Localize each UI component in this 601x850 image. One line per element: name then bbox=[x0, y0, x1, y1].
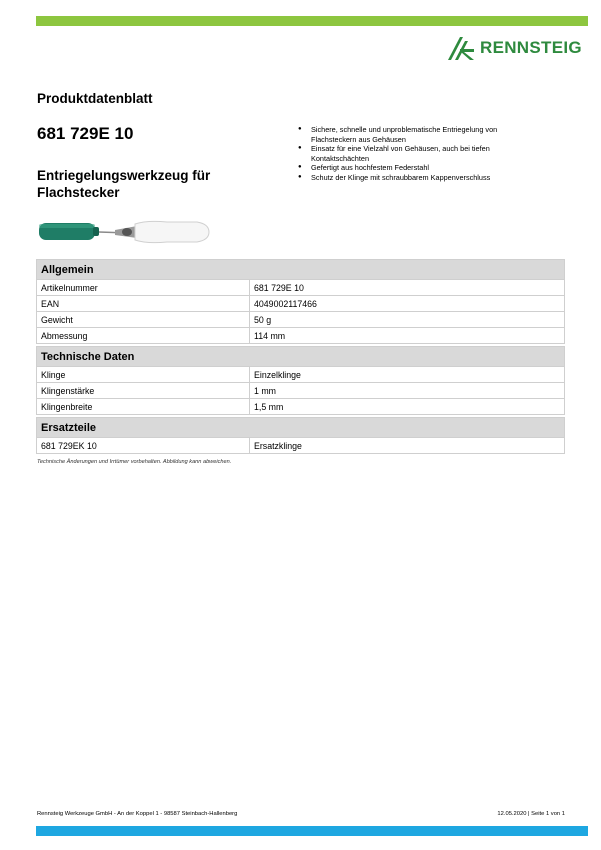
spec-label: 681 729EK 10 bbox=[37, 438, 250, 454]
brand-name: RENNSTEIG bbox=[480, 38, 582, 57]
section-title: Technische Daten bbox=[37, 347, 565, 367]
spec-value: 114 mm bbox=[250, 328, 565, 344]
feature-item: ● Gefertigt aus hochfestem Federstahl bbox=[288, 163, 538, 173]
spec-label: Klingenbreite bbox=[37, 399, 250, 415]
feature-item: ● Einsatz für eine Vielzahl von Gehäusen, auch bei tiefen Kontaktschächten bbox=[288, 144, 538, 163]
product-image bbox=[37, 216, 212, 246]
section-title: Allgemein bbox=[37, 260, 565, 280]
spec-value: Ersatzklinge bbox=[250, 438, 565, 454]
product-name: Entriegelungswerkzeug für Flachstecker bbox=[37, 168, 211, 200]
table-row bbox=[37, 296, 565, 312]
spec-value: 681 729E 10 bbox=[250, 280, 565, 296]
feature-item: ● Schutz der Klinge mit schraubbarem Kappenverschluss bbox=[288, 173, 538, 183]
disclaimer: Technische Änderungen und Irrtümer vorbehalten. Abbildung kann abweichen. bbox=[37, 459, 232, 465]
spec-label: Artikelnummer bbox=[37, 280, 250, 296]
article-number-heading: 681 729E 10 bbox=[37, 124, 134, 143]
spec-value: 1,5 mm bbox=[250, 399, 565, 415]
spec-table-ersatzteile bbox=[36, 417, 565, 454]
spec-label: EAN bbox=[37, 296, 250, 312]
spec-label: Gewicht bbox=[37, 312, 250, 328]
rennsteig-logo-icon bbox=[446, 35, 476, 61]
spec-label: Abmessung bbox=[37, 328, 250, 344]
table-row bbox=[37, 367, 565, 383]
feature-item: ● Sichere, schnelle und unproblematische Entriegelung von Flachsteckern aus Gehäusen bbox=[288, 125, 538, 144]
brand-logo bbox=[446, 34, 591, 62]
top-accent-bar bbox=[36, 16, 588, 26]
footer-company: Rennsteig Werkzeuge GmbH - An der Koppel 1 - 98587 Steinbach-Hallenberg bbox=[37, 811, 238, 817]
section-title: Ersatzteile bbox=[37, 418, 565, 438]
spec-value: 1 mm bbox=[250, 383, 565, 399]
spec-table-allgemein bbox=[36, 259, 565, 344]
table-row bbox=[37, 383, 565, 399]
spec-value: 4049002117466 bbox=[250, 296, 565, 312]
table-row bbox=[37, 399, 565, 415]
feature-list bbox=[288, 125, 538, 183]
spec-value: 50 g bbox=[250, 312, 565, 328]
spec-label: Klinge bbox=[37, 367, 250, 383]
spec-label: Klingenstärke bbox=[37, 383, 250, 399]
spec-value: Einzelklinge bbox=[250, 367, 565, 383]
table-row bbox=[37, 312, 565, 328]
table-row bbox=[37, 328, 565, 344]
footer-page-info: 12.05.2020 | Seite 1 von 1 bbox=[497, 811, 565, 817]
table-row bbox=[37, 280, 565, 296]
spec-table-technische-daten bbox=[36, 346, 565, 415]
bottom-accent-bar bbox=[36, 826, 588, 836]
table-row bbox=[37, 438, 565, 454]
document-type: Produktdatenblatt bbox=[37, 91, 153, 106]
